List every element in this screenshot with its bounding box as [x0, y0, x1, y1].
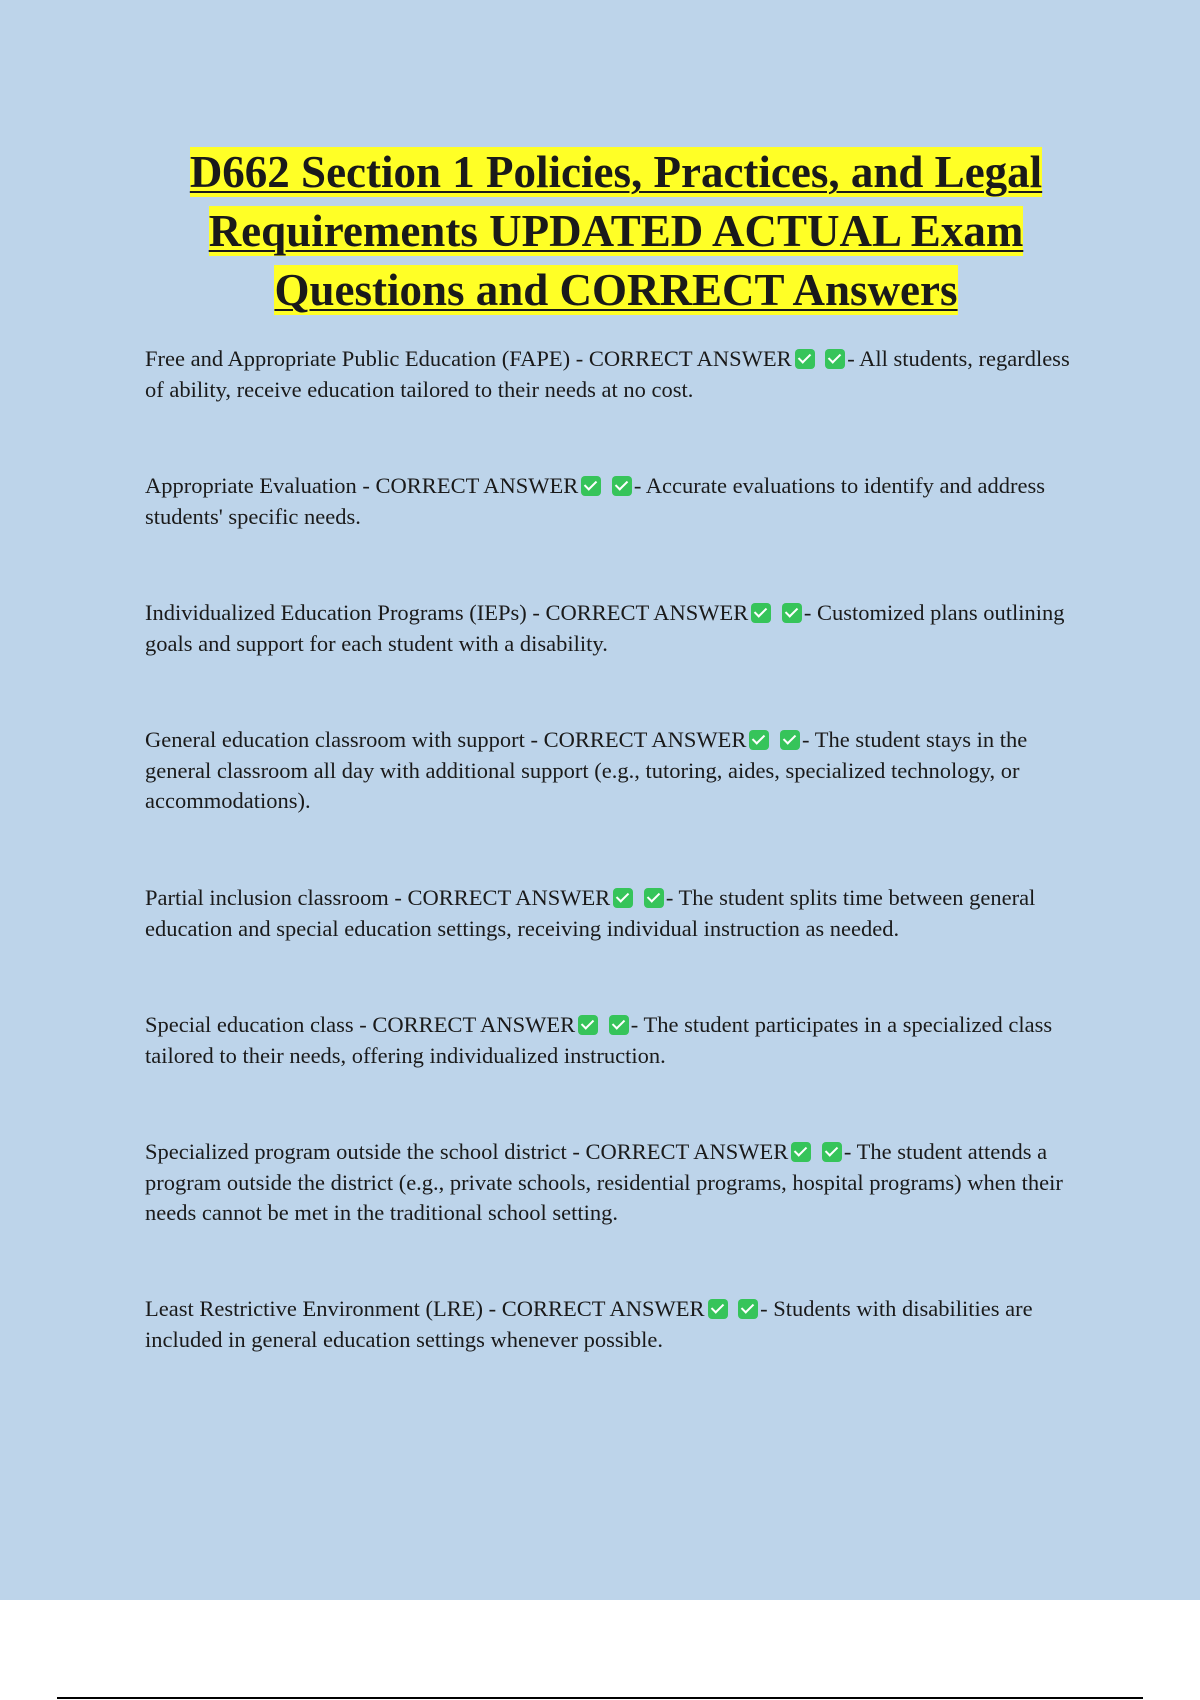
qa-definition: - Customized plans outlining goals and support for each student with a disability.: [145, 600, 1065, 656]
qa-entry-general-classroom-support: [145, 725, 1080, 817]
check-mark-icon: [822, 1142, 842, 1162]
qa-entry-special-education-class: [145, 1010, 1080, 1071]
check-mark-icon: [780, 730, 800, 750]
qa-term: Free and Appropriate Public Education (FAPE) - CORRECT ANSWER: [145, 346, 792, 371]
qa-definition: - Accurate evaluations to identify and address students' specific needs.: [145, 473, 1046, 529]
qa-term: General education classroom with support - CORRECT ANSWER: [145, 727, 747, 752]
qa-definition: - The student stays in the general classroom all day with additional support (e.g., tutoring, aides, specialized technology, or accommodations).: [145, 727, 1028, 813]
check-mark-icon: [644, 888, 664, 908]
qa-term: Appropriate Evaluation - CORRECT ANSWER: [145, 473, 579, 498]
qa-term: Specialized program outside the school district - CORRECT ANSWER: [145, 1139, 789, 1164]
check-mark-icon: [782, 603, 802, 623]
footer-divider: [57, 1697, 1143, 1699]
qa-definition: - The student participates in a specialized class tailored to their needs, offering individualized instruction.: [145, 1012, 1053, 1068]
check-mark-icon: [749, 730, 769, 750]
check-mark-icon: [609, 1015, 629, 1035]
qa-term: Least Restrictive Environment (LRE) - CORRECT ANSWER: [145, 1296, 705, 1321]
qa-term: Special education class - CORRECT ANSWER: [145, 1012, 576, 1037]
check-mark-icon: [708, 1299, 728, 1319]
qa-entry-fape: [145, 344, 1080, 405]
qa-entry-partial-inclusion: [145, 883, 1080, 944]
check-mark-icon: [581, 476, 601, 496]
document-title-text: D662 Section 1 Policies, Practices, and Legal Requirements UPDATED ACTUAL Exam Questions and CORRECT Answers: [189, 147, 1043, 315]
qa-definition: - The student attends a program outside the district (e.g., private schools, residential programs, hospital programs) when their needs cannot be met in the traditional school setting.: [145, 1139, 1063, 1225]
check-mark-icon: [578, 1015, 598, 1035]
check-mark-icon: [751, 603, 771, 623]
qa-entry-ieps: [145, 598, 1080, 659]
check-mark-icon: [738, 1299, 758, 1319]
check-mark-icon: [795, 349, 815, 369]
qa-entry-specialized-program: [145, 1137, 1080, 1229]
check-mark-icon: [612, 476, 632, 496]
qa-term: Individualized Education Programs (IEPs) - CORRECT ANSWER: [145, 600, 749, 625]
qa-entry-appropriate-evaluation: [145, 471, 1080, 532]
check-mark-icon: [613, 888, 633, 908]
qa-definition: - All students, regardless of ability, receive education tailored to their needs at no cost.: [145, 346, 1070, 402]
document-title: [130, 143, 1102, 320]
qa-entry-lre: [145, 1294, 1080, 1355]
check-mark-icon: [825, 349, 845, 369]
qa-definition: - The student splits time between general education and special education settings, receiving individual instruction as needed.: [145, 885, 1036, 941]
check-mark-icon: [791, 1142, 811, 1162]
qa-definition: - Students with disabilities are included in general education settings whenever possible.: [145, 1296, 1033, 1352]
qa-term: Partial inclusion classroom - CORRECT ANSWER: [145, 885, 611, 910]
